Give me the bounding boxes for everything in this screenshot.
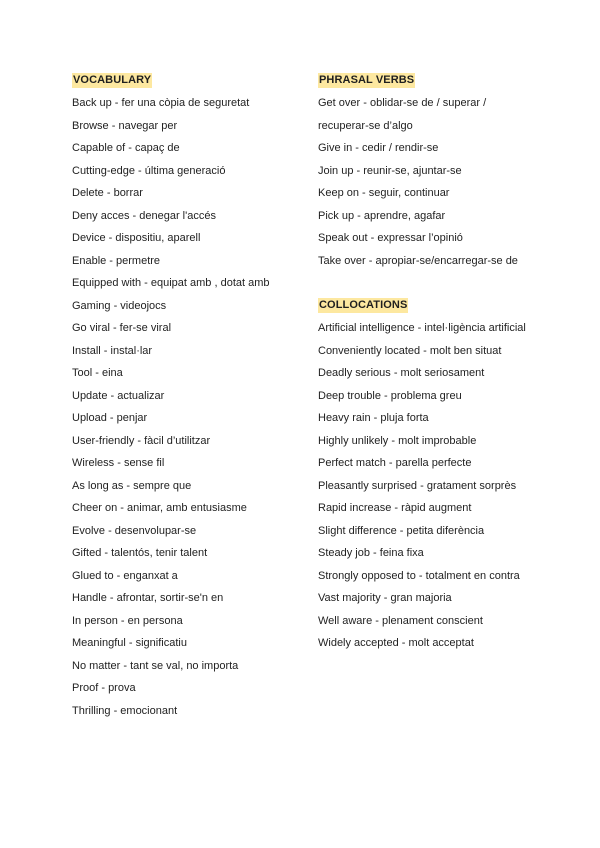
vocabulary-list [72,92,292,722]
collocations-item: Pleasantly surprised - gratament sorprès [318,479,517,492]
collocations-item: Well aware - plenament conscient [318,614,483,627]
vocabulary-item: Browse - navegar per [72,119,178,132]
vocabulary-item: User-friendly - fàcil d’utilitzar [72,434,211,447]
vocabulary-item: Gaming - videojocs [72,299,167,312]
collocations-heading: COLLOCATIONS [319,299,408,311]
vocabulary-item: Cutting-edge - última generació [72,164,226,177]
collocations-item: Deadly serious - molt seriosament [318,367,485,379]
vocabulary-item: Proof - prova [72,682,136,694]
section-spacer [318,272,528,295]
vocabulary-item: Glued to - enganxat a [72,569,178,582]
vocabulary-item: As long as - sempre que [72,479,192,492]
phrasal-verbs-item: Speak out - expressar l’opinió [318,232,463,244]
vocabulary-item: Cheer on - animar, amb entusiasme [72,502,247,514]
vocabulary-item: Evolve - desenvolupar-se [72,524,197,537]
vocabulary-section [72,70,292,722]
phrasal-verbs-item: Join up - reunir-se, ajuntar-se [318,164,462,177]
vocabulary-item: Enable - permetre [72,254,161,267]
vocabulary-item: Device - dispositiu, aparell [72,232,201,244]
collocations-item: Deep trouble - problema greu [318,389,462,402]
phrasal-verbs-item: Get over - oblidar-se de / superar / recuperar-se d’algo [318,97,487,132]
phrasal-verbs-list [318,92,528,272]
phrasal-verbs-item: Keep on - seguir, continuar [318,187,450,199]
vocabulary-item: Tool - eina [72,367,123,379]
phrasal-verbs-item: Take over - apropiar-se/encarregar-se de [318,254,518,267]
vocabulary-item: Thrilling - emocionant [72,704,178,717]
collocations-item: Widely accepted - molt acceptat [318,637,474,649]
collocations-item: Slight difference - petita diferència [318,524,485,537]
vocabulary-item: Equipped with - equipat amb , dotat amb [72,277,270,289]
vocabulary-item: Back up - fer una còpia de seguretat [72,97,250,109]
phrasal-verbs-heading: PHRASAL VERBS [319,74,415,86]
phrasal-verbs-item: Pick up - aprendre, agafar [318,209,446,222]
vocabulary-item: Update - actualizar [72,389,165,402]
phrasal-verbs-section [318,70,528,272]
collocations-item: Strongly opposed to - totalment en contra [318,569,520,582]
vocabulary-item: Handle - afrontar, sortir-se'n en [72,592,224,604]
vocabulary-item: Meaningful - significatiu [72,637,187,649]
collocations-item: Perfect match - parella perfecte [318,457,472,469]
vocabulary-item: Install - instal·lar [72,344,153,357]
vocabulary-heading: VOCABULARY [73,74,152,86]
collocations-item: Rapid increase - ràpid augment [318,502,472,514]
vocabulary-item: Gifted - talentós, tenir talent [72,547,208,559]
collocations-item: Vast majority - gran majoria [318,592,452,604]
collocations-item: Conveniently located - molt ben situat [318,344,502,357]
vocabulary-item: Capable of - capaç de [72,142,180,154]
right-column [318,70,528,655]
vocabulary-item: Delete - borrar [72,187,143,199]
vocabulary-item: No matter - tant se val, no importa [72,659,239,672]
vocabulary-item: Upload - penjar [72,412,148,424]
vocabulary-item: In person - en persona [72,614,183,627]
vocabulary-item: Go viral - fer-se viral [72,322,172,334]
collocations-item: Steady job - feina fixa [318,547,424,559]
collocations-item: Highly unlikely - molt improbable [318,434,477,447]
vocabulary-item: Wireless - sense fil [72,457,165,469]
phrasal-verbs-item: Give in - cedir / rendir-se [318,142,439,154]
collocations-item: Artificial intelligence - intel·ligència artificial [318,322,526,334]
vocabulary-item: Deny acces - denegar l'accés [72,209,216,222]
collocations-item: Heavy rain - pluja forta [318,412,429,424]
collocations-list [318,317,528,655]
collocations-section [318,295,528,655]
